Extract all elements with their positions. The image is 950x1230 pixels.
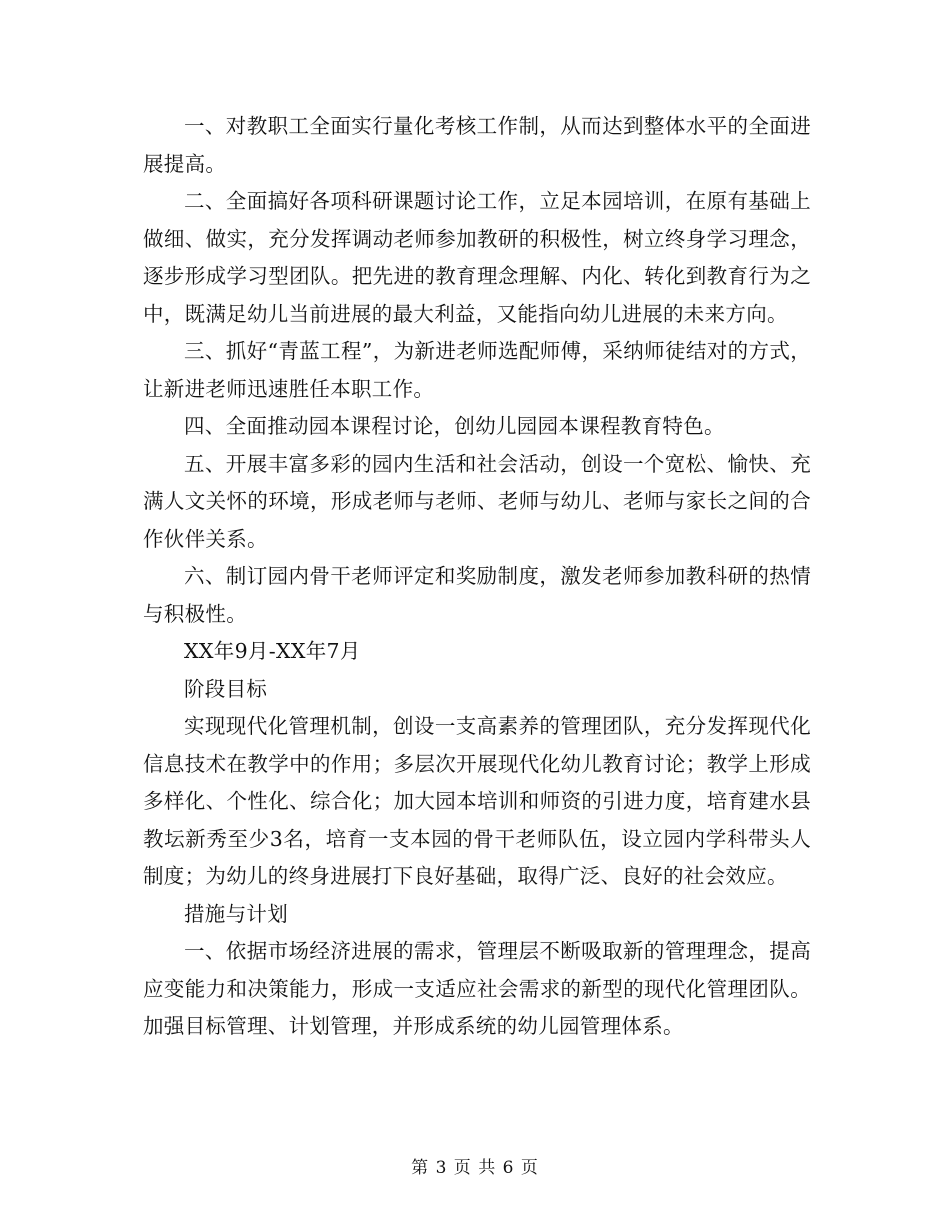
document-body bbox=[143, 108, 811, 1046]
paragraph-3: 三、抓好“青蓝工程”，为新进老师选配师傅，采纳师徒结对的方式，让新进老师迅速胜任本职工作。 bbox=[143, 339, 811, 401]
section-heading-stage-goals: 阶段目标 bbox=[184, 676, 268, 701]
paragraph-5: 五、开展丰富多彩的园内生活和社会活动，创设一个宽松、愉快、充满人文关怀的环境，形成老师与老师、老师与幼儿、老师与家长之间的合作伙伴关系。 bbox=[143, 451, 811, 551]
page-number-footer: 第 3 页 共 6 页 bbox=[411, 1158, 539, 1178]
paragraph-measures-1: 一、依据市场经济进展的需求，管理层不断吸取新的管理理念，提高应变能力和决策能力，形成一支适应社会需求的新型的现代化管理团队。加强目标管理、计划管理，并形成系统的幼儿园管理体系。 bbox=[143, 939, 811, 1038]
paragraph-stage-goals: 实现现代化管理机制，创设一支高素养的管理团队，充分发挥现代化信息技术在教学中的作用；多层次开展现代化幼儿教育讨论；教学上形成多样化、个性化、综合化；加大园本培训和师资的引进力度，培育建水县教坛新秀至少3名，培育一支本园的骨干老师队伍，设立园内学科带头人制度；为幼儿的终身进展打下良好基础，取得广泛、良好的社会效应。 bbox=[143, 714, 811, 888]
section-heading-measures: 措施与计划 bbox=[184, 901, 288, 926]
date-range-line: XX年9月-XX年7月 bbox=[184, 639, 361, 663]
paragraph-1: 一、对教职工全面实行量化考核工作制，从而达到整体水平的全面进展提高。 bbox=[143, 114, 811, 176]
paragraph-6: 六、制订园内骨干老师评定和奖励制度，激发老师参加教科研的热情与积极性。 bbox=[143, 564, 811, 626]
paragraph-4: 四、全面推动园本课程讨论，创幼儿园园本课程教育特色。 bbox=[184, 414, 725, 438]
paragraph-2: 二、全面搞好各项科研课题讨论工作，立足本园培训，在原有基础上做细、做实，充分发挥调动老师参加教研的积极性，树立终身学习理念，逐步形成学习型团队。把先进的教育理念理解、内化、转化到教育行为之中，既满足幼儿当前进展的最大利益，又能指向幼儿进展的未来方向。 bbox=[143, 189, 811, 326]
